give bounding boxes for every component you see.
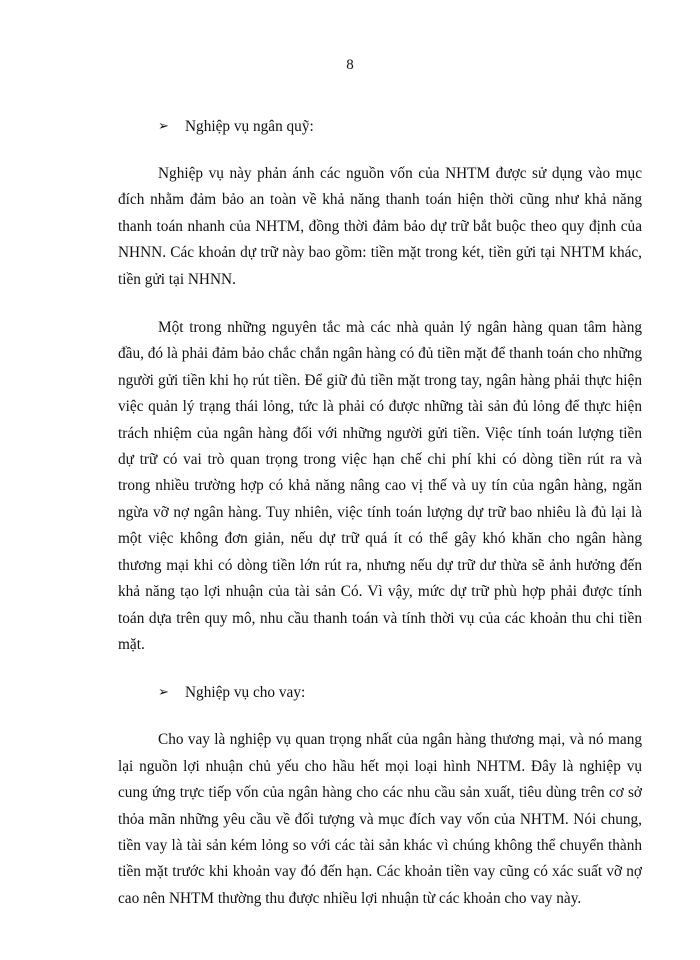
treasury-paragraph-2: Một trong những nguyên tắc mà các nhà quản lý ngân hàng quan tâm hàng đầu, đó là phải đảm bảo chắc chắn ngân hàng có đủ tiền mặt để thanh toán cho những người gửi tiền khi họ rút tiền. Để giữ đủ tiền mặt trong tay, ngân hàng phải thực hiện việc quản lý trạng thái lỏng, tức là phải có được những tài sản đủ lỏng để thực hiện trách nhiệm của ngân hàng đối với những người gửi tiền. Việc tính toán lượng tiền dự trữ có vai trò quan trọng trong việc hạn chế chi phí khi có dòng tiền rút ra và trong nhiều trường hợp có khả năng nâng cao vị thế và uy tín của ngân hàng, ngăn ngừa vỡ nợ ngân hàng. Tuy nhiên, việc tính toán lượng dự trữ bao nhiêu là đủ lại là một việc không đơn giản, nếu dự trữ quá ít có thể gây khó khăn cho ngân hàng thương mại khi có dòng tiền lớn rút ra, nhưng nếu dự trữ dư thừa sẽ ảnh hưởng đến khả năng tạo lợi nhuận của tài sản Có. Vì vậy, mức dự trữ phù hợp phải được tính toán dựa trên quy mô, nhu cầu thanh toán và tính thời vụ của các khoản thu chi tiền mặt. — [118, 319, 642, 653]
lending-paragraph-1: Cho vay là nghiệp vụ quan trọng nhất của ngân hàng thương mại, và nó mang lại nguồn lợi nhuận chủ yếu cho hầu hết mọi loại hình NHTM. Đây là nghiệp vụ cung ứng trực tiếp vốn của ngân hàng cho các nhu cầu sản xuất, tiêu dùng trên cơ sở thỏa mãn những yêu cầu về đối tượng và mục đích vay vốn của NHTM. Nói chung, tiền vay là tài sản kém lỏng so với các tài sản khác vì chúng không thể chuyển thành tiền mặt trước khi khoản vay đó đến hạn. Các khoản tiền vay cũng có xác suất vỡ nợ cao nên NHTM thường thu được nhiều lợi nhuận từ các khoản cho vay này. — [118, 731, 642, 907]
lending-heading — [118, 680, 642, 706]
treasury-paragraph-1: Nghiệp vụ này phản ánh các nguồn vốn của NHTM được sử dụng vào mục đích nhằm đảm bảo an toàn về khả năng thanh toán hiện thời cũng như khả năng thanh toán nhanh của NHTM, đồng thời đảm bảo dự trữ bắt buộc theo quy định của NHNN. Các khoản dự trữ này bao gồm: tiền mặt trong két, tiền gửi tại NHTM khác, tiền gửi tại NHNN. — [118, 165, 642, 288]
arrow-bullet-icon: ➢ — [158, 685, 169, 701]
document-content — [118, 114, 642, 912]
arrow-bullet-icon: ➢ — [158, 119, 169, 134]
page-number: 8 — [346, 57, 354, 73]
lending-title: Nghiệp vụ cho vay: — [185, 684, 306, 702]
treasury-title: Nghiệp vụ ngân quỹ: — [185, 117, 314, 135]
treasury-heading — [118, 114, 642, 140]
